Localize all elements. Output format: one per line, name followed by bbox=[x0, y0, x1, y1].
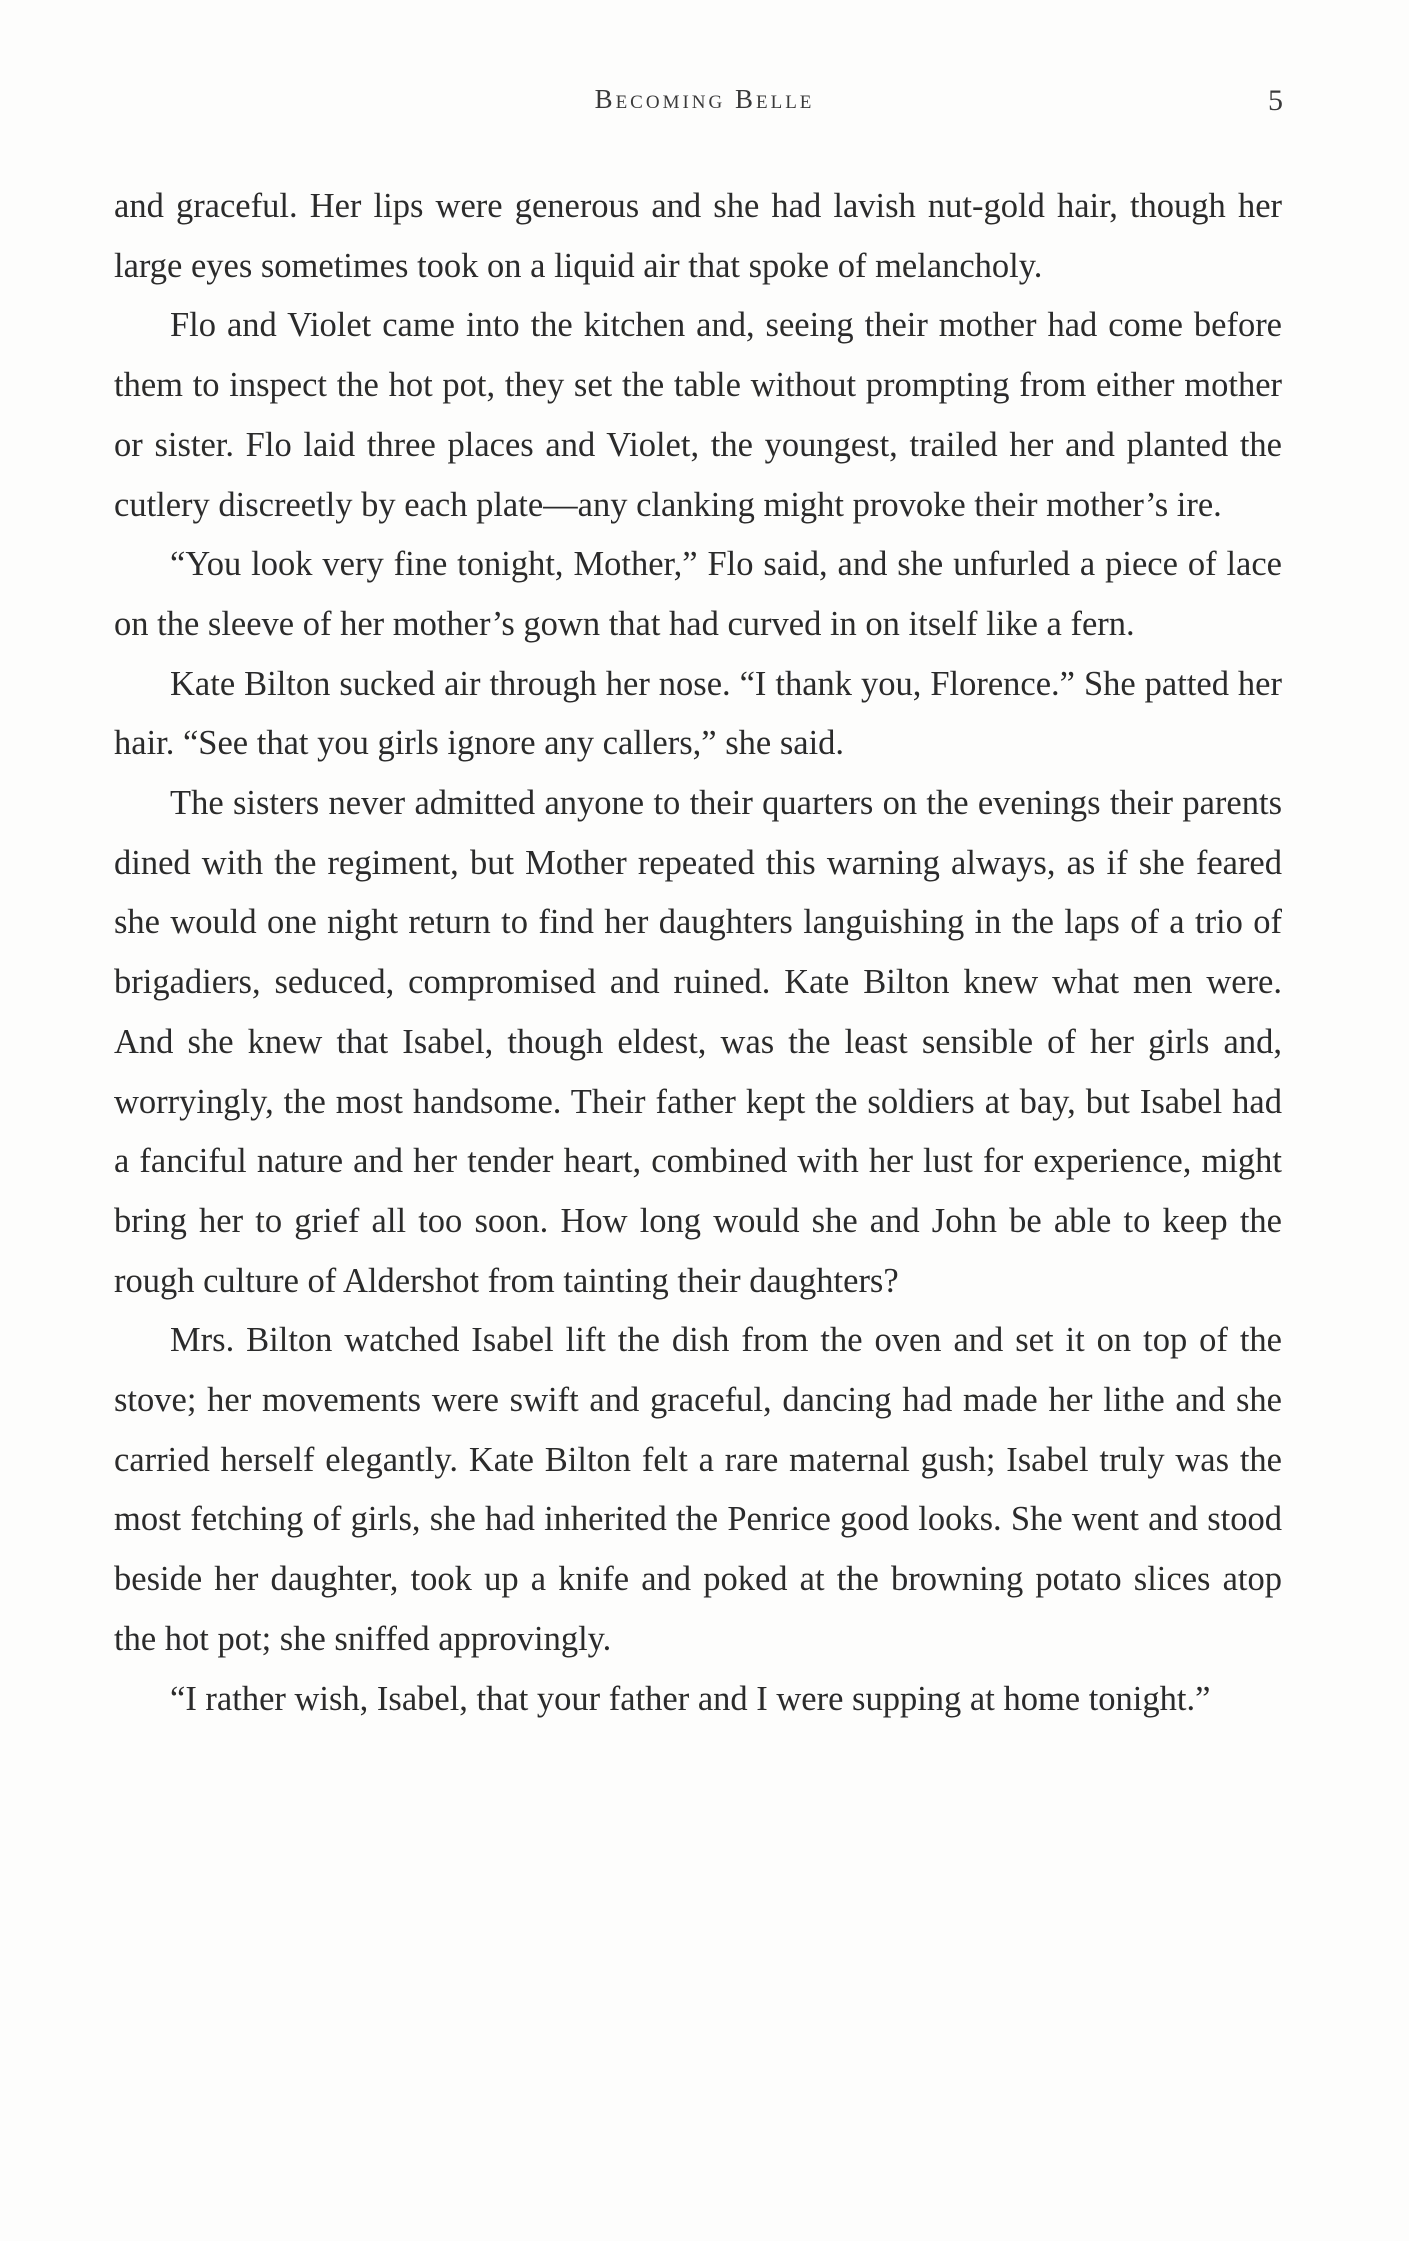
running-head bbox=[0, 84, 1409, 124]
paragraph: “I rather wish, Isabel, that your father and I were supping at home tonight.” bbox=[170, 1679, 1211, 1718]
paragraph: “You look very fine tonight, Mother,” Flo said, and she unfurled a piece of lace on the sleeve of her mother’s gown that had curved in on itself like a fern. bbox=[114, 545, 1282, 643]
paragraph: Kate Bilton sucked air through her nose. “I thank you, Florence.” She patted her hair. “See that you girls ignore any callers,” she said. bbox=[114, 664, 1282, 763]
paragraph: Mrs. Bilton watched Isabel lift the dish from the oven and set it on top of the stove; her movements were swift and graceful, dancing had made her lithe and she carried herself elegantly. Kate Bilton felt a rare maternal gush; Isabel truly was the most fetching of girls, she had inherited the Penrice good looks. She went and stood beside her daughter, took up a knife and poked at the browning potato slices atop the hot pot; she sniffed approvingly. bbox=[114, 1321, 1282, 1658]
body-text bbox=[114, 177, 1282, 1729]
paragraph-continued: and graceful. Her lips were generous and she had lavish nut-gold hair, though her large eyes sometimes took on a liquid air that spoke of melancholy. bbox=[114, 187, 1282, 285]
paragraph: Flo and Violet came into the kitchen and, seeing their mother had come before them to inspect the hot pot, they set the table without prompting from either mother or sister. Flo laid three places and Violet, the youngest, trailed her and planted the cutlery discreetly by each plate—any clanking might provoke their mother’s ire. bbox=[114, 306, 1282, 524]
paragraph: The sisters never admitted anyone to their quarters on the evenings their parents dined with the regiment, but Mother repeated this warning always, as if she feared she would one night return to find her daughters languishing in the laps of a trio of brigadiers, seduced, compromised and ruined. Kate Bilton knew what men were. And she knew that Isabel, though eldest, was the least sensible of her girls and, worryingly, the most handsome. Their father kept the soldiers at bay, but Isabel had a fanciful nature and her tender heart, combined with her lust for experience, might bring her to grief all too soon. How long would she and John be able to keep the rough culture of Aldershot from tainting their daughters? bbox=[114, 784, 1282, 1300]
page-number: 5 bbox=[1268, 84, 1283, 117]
running-title: Becoming Belle bbox=[594, 84, 815, 114]
